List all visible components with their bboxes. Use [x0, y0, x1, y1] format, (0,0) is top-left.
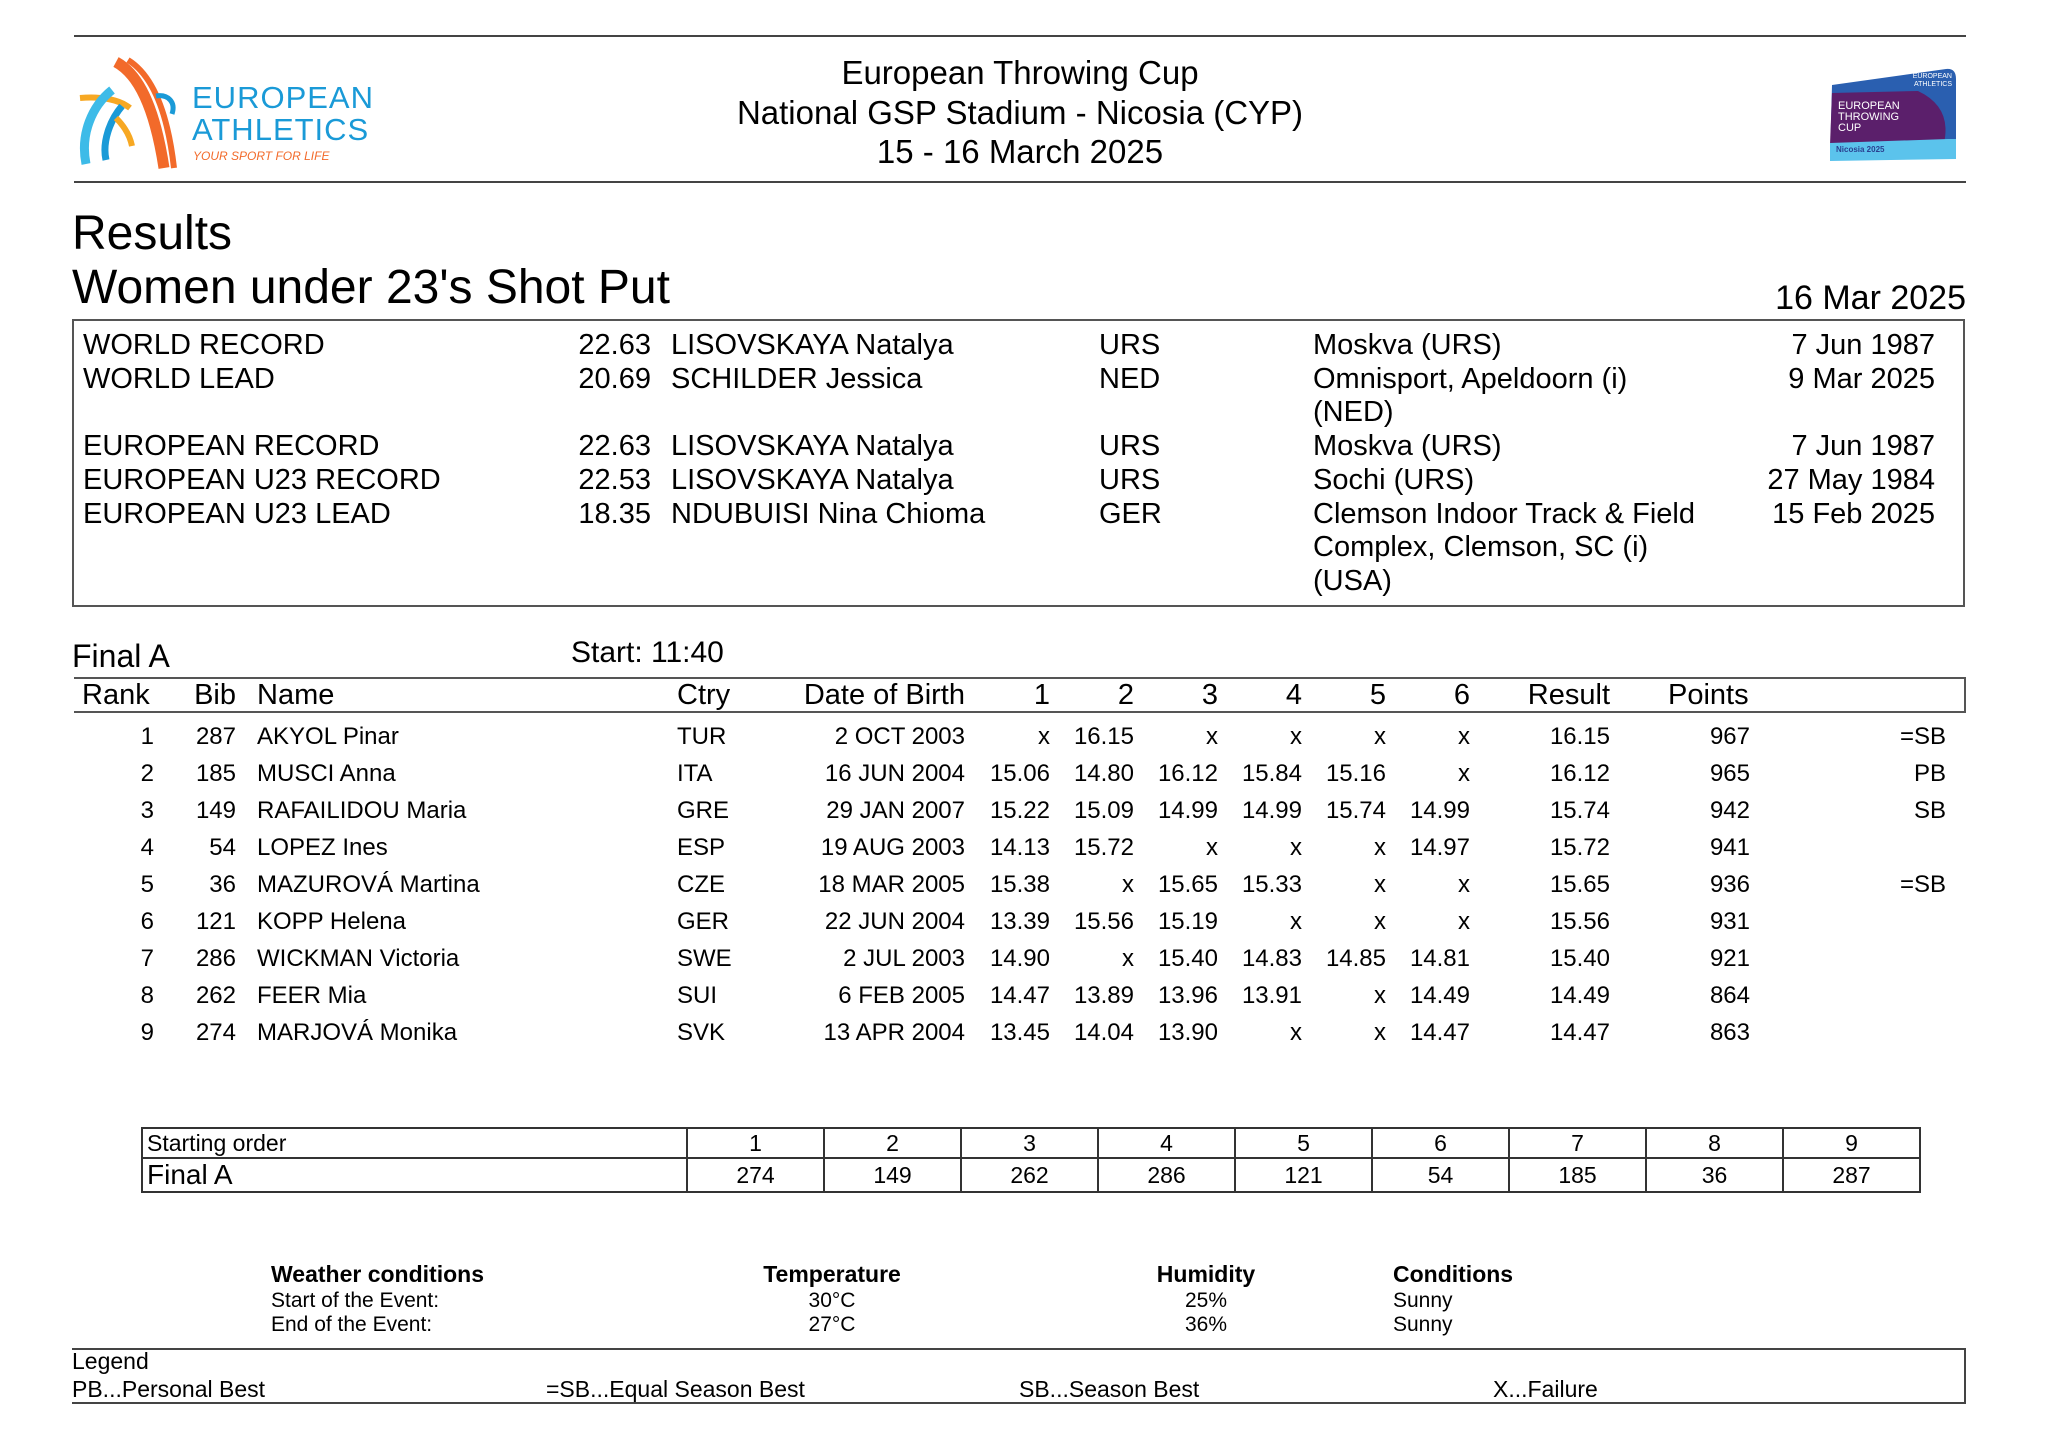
- cell-ctry: TUR: [677, 723, 727, 750]
- starting-bib: 185: [1509, 1158, 1646, 1192]
- attempt-4: 14.99: [1241, 797, 1302, 824]
- attempt-4: 15.84: [1241, 760, 1302, 787]
- cell-name: AKYOL Pinar: [257, 723, 399, 750]
- cell-ctry: SUI: [677, 982, 718, 1009]
- cell-dob: 6 FEB 2005: [838, 982, 965, 1009]
- attempt-5: x: [1374, 834, 1386, 861]
- page-heading: Results: [72, 207, 233, 260]
- starting-position: 5: [1235, 1128, 1372, 1158]
- attempt-5: x: [1374, 723, 1386, 750]
- starting-position: 1: [687, 1128, 824, 1158]
- cell-bib: 54: [209, 834, 236, 861]
- weather-col-humidity: Humidity: [1156, 1261, 1256, 1287]
- starting-order-label: Starting order: [142, 1128, 687, 1158]
- result-row: [0, 944, 2048, 974]
- starting-position: 7: [1509, 1128, 1646, 1158]
- cell-result: 15.65: [1549, 871, 1610, 898]
- record-label: WORLD RECORD: [83, 329, 325, 361]
- starting-bib: 149: [824, 1158, 961, 1192]
- starting-order-table: [141, 1127, 1921, 1193]
- cell-points: 863: [1709, 1019, 1750, 1046]
- event-name: European Throwing Cup: [841, 54, 1199, 91]
- cell-ctry: CZE: [677, 871, 725, 898]
- starting-position: 3: [961, 1128, 1098, 1158]
- attempt-6: 14.49: [1409, 982, 1470, 1009]
- attempt-2: 15.56: [1073, 908, 1134, 935]
- cell-name: WICKMAN Victoria: [257, 945, 460, 972]
- ea-swoosh-icon: [72, 56, 182, 174]
- col-ctry: Ctry: [677, 679, 731, 711]
- col-result: Result: [1527, 679, 1610, 711]
- attempt-5: x: [1374, 982, 1386, 1009]
- starting-order-bibs-row: [142, 1158, 1920, 1192]
- record-date: 15 Feb 2025: [1772, 497, 1935, 530]
- attempt-6: x: [1458, 871, 1470, 898]
- weather-end-temperature: 27°C: [808, 1313, 856, 1336]
- cell-name: MUSCI Anna: [257, 760, 396, 787]
- cell-mark: PB: [1913, 760, 1946, 787]
- attempt-2: 14.04: [1073, 1019, 1134, 1046]
- cell-points: 967: [1709, 723, 1750, 750]
- cell-result: 15.74: [1549, 797, 1610, 824]
- record-venue: Clemson Indoor Track & Field: [1313, 497, 1695, 530]
- attempt-5: x: [1374, 908, 1386, 935]
- weather-start-label: Start of the Event:: [271, 1289, 440, 1312]
- weather-col-conditions: Conditions: [1393, 1261, 1514, 1287]
- col-attempt-5: 5: [1369, 679, 1386, 711]
- cell-result: 15.56: [1549, 908, 1610, 935]
- attempt-4: x: [1290, 834, 1302, 861]
- attempt-2: x: [1122, 871, 1134, 898]
- record-venue: (USA): [1313, 564, 1392, 597]
- attempt-3: 13.96: [1157, 982, 1218, 1009]
- record-label: EUROPEAN U23 LEAD: [83, 497, 391, 530]
- cell-dob: 2 JUL 2003: [843, 945, 965, 972]
- attempt-4: x: [1290, 1019, 1302, 1046]
- result-row: [0, 796, 2048, 826]
- cell-rank: 3: [140, 797, 154, 824]
- cell-bib: 287: [195, 723, 236, 750]
- cell-result: 14.47: [1549, 1019, 1610, 1046]
- cell-rank: 2: [140, 760, 154, 787]
- starting-order-round: Final A: [142, 1158, 687, 1192]
- starting-bib: 262: [961, 1158, 1098, 1192]
- ea-logo-line1: EUROPEAN: [192, 80, 374, 115]
- header-top-rule: [74, 35, 1966, 37]
- attempt-6: 14.47: [1409, 1019, 1470, 1046]
- record-athlete: LISOVSKAYA Natalya: [671, 430, 954, 463]
- cell-mark: SB: [1913, 797, 1946, 824]
- attempt-3: 15.40: [1157, 945, 1218, 972]
- record-athlete: SCHILDER Jessica: [671, 362, 923, 395]
- cell-bib: 121: [195, 908, 236, 935]
- attempt-5: x: [1374, 871, 1386, 898]
- record-mark: 18.35: [578, 497, 651, 530]
- cell-ctry: SWE: [677, 945, 732, 972]
- record-label: EUROPEAN U23 RECORD: [83, 463, 441, 496]
- cell-dob: 2 OCT 2003: [834, 723, 965, 750]
- attempt-6: x: [1458, 760, 1470, 787]
- cell-bib: 286: [195, 945, 236, 972]
- record-date: 7 Jun 1987: [1791, 329, 1935, 361]
- col-attempt-6: 6: [1453, 679, 1470, 711]
- attempt-6: 14.81: [1409, 945, 1470, 972]
- legend-item-equal-sb: =SB...Equal Season Best: [546, 1376, 805, 1402]
- etc-logo-title-2: THROWING: [1838, 111, 1900, 123]
- cell-points: 942: [1709, 797, 1750, 824]
- record-venue: (NED): [1313, 396, 1394, 429]
- starting-order-positions-row: [142, 1128, 1920, 1158]
- attempt-5: 15.74: [1325, 797, 1386, 824]
- weather-heading: Weather conditions: [271, 1261, 484, 1287]
- attempt-1: 15.38: [989, 871, 1050, 898]
- legend-item-failure: X...Failure: [1493, 1376, 1598, 1402]
- result-row: [0, 981, 2048, 1011]
- cell-ctry: ITA: [677, 760, 713, 787]
- result-row: [0, 833, 2048, 863]
- record-date: 7 Jun 1987: [1791, 430, 1935, 463]
- cell-name: MARJOVÁ Monika: [257, 1019, 458, 1046]
- starting-bib: 121: [1235, 1158, 1372, 1192]
- record-country: NED: [1099, 362, 1161, 395]
- cell-points: 936: [1709, 871, 1750, 898]
- result-row: [0, 907, 2048, 937]
- cell-name: MAZUROVÁ Martina: [257, 871, 480, 898]
- col-attempt-2: 2: [1117, 679, 1134, 711]
- cell-ctry: GER: [677, 908, 730, 935]
- attempt-3: 14.99: [1157, 797, 1218, 824]
- legend-title: Legend: [72, 1348, 149, 1374]
- header-bottom-rule: [74, 181, 1966, 183]
- record-mark: 22.63: [578, 329, 651, 361]
- attempt-4: 14.83: [1241, 945, 1302, 972]
- attempt-3: 13.90: [1157, 1019, 1218, 1046]
- attempt-3: 16.12: [1157, 760, 1218, 787]
- attempt-6: x: [1458, 723, 1470, 750]
- cell-bib: 36: [209, 871, 236, 898]
- attempt-6: 14.99: [1409, 797, 1470, 824]
- cell-ctry: SVK: [677, 1019, 726, 1046]
- attempt-1: x: [1038, 723, 1050, 750]
- event-dates: 15 - 16 March 2025: [876, 133, 1164, 170]
- record-mark: 22.53: [578, 463, 651, 496]
- starting-position: 9: [1783, 1128, 1920, 1158]
- result-row: [0, 1018, 2048, 1048]
- cell-result: 15.72: [1549, 834, 1610, 861]
- starting-position: 6: [1372, 1128, 1509, 1158]
- cell-ctry: GRE: [677, 797, 730, 824]
- cell-rank: 9: [140, 1019, 154, 1046]
- col-attempt-3: 3: [1201, 679, 1218, 711]
- cell-dob: 16 JUN 2004: [824, 760, 965, 787]
- attempt-5: 14.85: [1325, 945, 1386, 972]
- col-dob: Date of Birth: [803, 679, 965, 711]
- attempt-3: 15.19: [1157, 908, 1218, 935]
- cell-points: 931: [1709, 908, 1750, 935]
- record-venue: Moskva (URS): [1313, 430, 1502, 463]
- record-date: 9 Mar 2025: [1788, 362, 1935, 395]
- attempt-1: 14.47: [989, 982, 1050, 1009]
- record-country: URS: [1099, 463, 1161, 496]
- attempt-1: 15.06: [989, 760, 1050, 787]
- cell-dob: 29 JAN 2007: [826, 797, 965, 824]
- col-bib: Bib: [194, 679, 236, 711]
- attempt-6: x: [1458, 908, 1470, 935]
- attempt-2: 16.15: [1073, 723, 1134, 750]
- cell-points: 864: [1709, 982, 1750, 1009]
- starting-bib: 287: [1783, 1158, 1920, 1192]
- cell-rank: 8: [140, 982, 154, 1009]
- attempt-1: 14.13: [989, 834, 1050, 861]
- etc-logo-title-3: CUP: [1838, 122, 1862, 134]
- record-country: GER: [1099, 497, 1162, 530]
- record-venue: Moskva (URS): [1313, 329, 1502, 361]
- attempt-4: 15.33: [1241, 871, 1302, 898]
- cell-ctry: ESP: [677, 834, 726, 861]
- weather-start-humidity: 25%: [1184, 1289, 1228, 1312]
- col-points: Points: [1668, 679, 1749, 711]
- cell-points: 941: [1709, 834, 1750, 861]
- col-attempt-4: 4: [1285, 679, 1302, 711]
- cell-rank: 7: [140, 945, 154, 972]
- attempt-1: 13.39: [989, 908, 1050, 935]
- attempt-5: 15.16: [1325, 760, 1386, 787]
- ea-logo-line2: ATHLETICS: [192, 112, 370, 147]
- attempt-4: x: [1290, 723, 1302, 750]
- cell-dob: 13 APR 2004: [823, 1019, 965, 1046]
- cell-result: 16.15: [1549, 723, 1610, 750]
- attempt-1: 13.45: [989, 1019, 1050, 1046]
- record-mark: 22.63: [578, 430, 651, 463]
- cell-result: 15.40: [1549, 945, 1610, 972]
- event-title: Women under 23's Shot Put: [72, 261, 670, 314]
- attempt-4: 13.91: [1241, 982, 1302, 1009]
- cell-rank: 4: [140, 834, 154, 861]
- attempt-1: 15.22: [989, 797, 1050, 824]
- ea-logo-tagline: YOUR SPORT FOR LIFE: [193, 149, 330, 163]
- cell-dob: 19 AUG 2003: [820, 834, 965, 861]
- final-title: Final A: [72, 638, 170, 674]
- etc-logo-brand: EUROPEAN ATHLETICS: [1912, 73, 1952, 88]
- weather-start-temperature: 30°C: [808, 1289, 856, 1312]
- cell-name: RAFAILIDOU Maria: [257, 797, 467, 824]
- record-label: WORLD LEAD: [83, 362, 275, 395]
- record-label: EUROPEAN RECORD: [83, 430, 380, 463]
- etc-logo-title-1: EUROPEAN: [1838, 100, 1900, 112]
- cell-name: FEER Mia: [257, 982, 367, 1009]
- attempt-2: 13.89: [1073, 982, 1134, 1009]
- cell-points: 965: [1709, 760, 1750, 787]
- weather-end-humidity: 36%: [1184, 1313, 1228, 1336]
- attempt-2: 15.09: [1073, 797, 1134, 824]
- cell-bib: 274: [195, 1019, 236, 1046]
- cell-rank: 5: [140, 871, 154, 898]
- result-row: [0, 722, 2048, 752]
- record-country: URS: [1099, 430, 1161, 463]
- result-row: [0, 759, 2048, 789]
- cell-bib: 149: [195, 797, 236, 824]
- attempt-5: x: [1374, 1019, 1386, 1046]
- starting-bib: 274: [687, 1158, 824, 1192]
- attempt-3: x: [1206, 834, 1218, 861]
- cell-rank: 6: [140, 908, 154, 935]
- attempt-2: x: [1122, 945, 1134, 972]
- record-mark: 20.69: [578, 362, 651, 395]
- cell-result: 14.49: [1549, 982, 1610, 1009]
- starting-position: 8: [1646, 1128, 1783, 1158]
- attempt-6: 14.97: [1409, 834, 1470, 861]
- legend-item-pb: PB...Personal Best: [72, 1376, 266, 1402]
- record-venue: Omnisport, Apeldoorn (i): [1313, 362, 1628, 395]
- cell-dob: 22 JUN 2004: [824, 908, 965, 935]
- starting-bib: 36: [1646, 1158, 1783, 1192]
- european-throwing-cup-logo: [1826, 67, 1958, 163]
- record-venue: Sochi (URS): [1313, 463, 1475, 496]
- col-attempt-1: 1: [1033, 679, 1050, 711]
- record-venue: Complex, Clemson, SC (i): [1313, 531, 1649, 564]
- cell-dob: 18 MAR 2005: [818, 871, 965, 898]
- cell-bib: 185: [195, 760, 236, 787]
- etc-logo-place: Nicosia 2025: [1836, 145, 1885, 154]
- event-venue: National GSP Stadium - Nicosia (CYP): [736, 94, 1304, 131]
- cell-points: 921: [1709, 945, 1750, 972]
- cell-bib: 262: [195, 982, 236, 1009]
- event-date: 16 Mar 2025: [1775, 279, 1966, 317]
- starting-bib: 286: [1098, 1158, 1235, 1192]
- record-athlete: NDUBUISI Nina Chioma: [671, 497, 986, 530]
- col-rank: Rank: [82, 679, 150, 711]
- col-name: Name: [257, 679, 335, 711]
- starting-position: 2: [824, 1128, 961, 1158]
- legend-item-sb: SB...Season Best: [1019, 1376, 1200, 1402]
- result-row: [0, 870, 2048, 900]
- cell-mark: =SB: [1899, 871, 1946, 898]
- attempt-3: 15.65: [1157, 871, 1218, 898]
- weather-end-conditions: Sunny: [1393, 1313, 1453, 1336]
- cell-rank: 1: [140, 723, 154, 750]
- attempt-3: x: [1206, 723, 1218, 750]
- weather-col-temperature: Temperature: [763, 1261, 901, 1287]
- weather-start-conditions: Sunny: [1393, 1289, 1453, 1312]
- record-athlete: LISOVSKAYA Natalya: [671, 329, 954, 361]
- attempt-2: 15.72: [1073, 834, 1134, 861]
- attempt-1: 14.90: [989, 945, 1050, 972]
- european-athletics-logo: [72, 56, 382, 174]
- cell-mark: =SB: [1899, 723, 1946, 750]
- record-athlete: LISOVSKAYA Natalya: [671, 463, 954, 496]
- cell-result: 16.12: [1549, 760, 1610, 787]
- record-country: URS: [1099, 329, 1161, 361]
- attempt-2: 14.80: [1073, 760, 1134, 787]
- starting-position: 4: [1098, 1128, 1235, 1158]
- cell-name: KOPP Helena: [257, 908, 406, 935]
- weather-end-label: End of the Event:: [271, 1313, 433, 1336]
- record-date: 27 May 1984: [1767, 463, 1935, 496]
- cell-name: LOPEZ Ines: [257, 834, 388, 861]
- attempt-4: x: [1290, 908, 1302, 935]
- starting-bib: 54: [1372, 1158, 1509, 1192]
- final-start-time: Start: 11:40: [571, 636, 724, 669]
